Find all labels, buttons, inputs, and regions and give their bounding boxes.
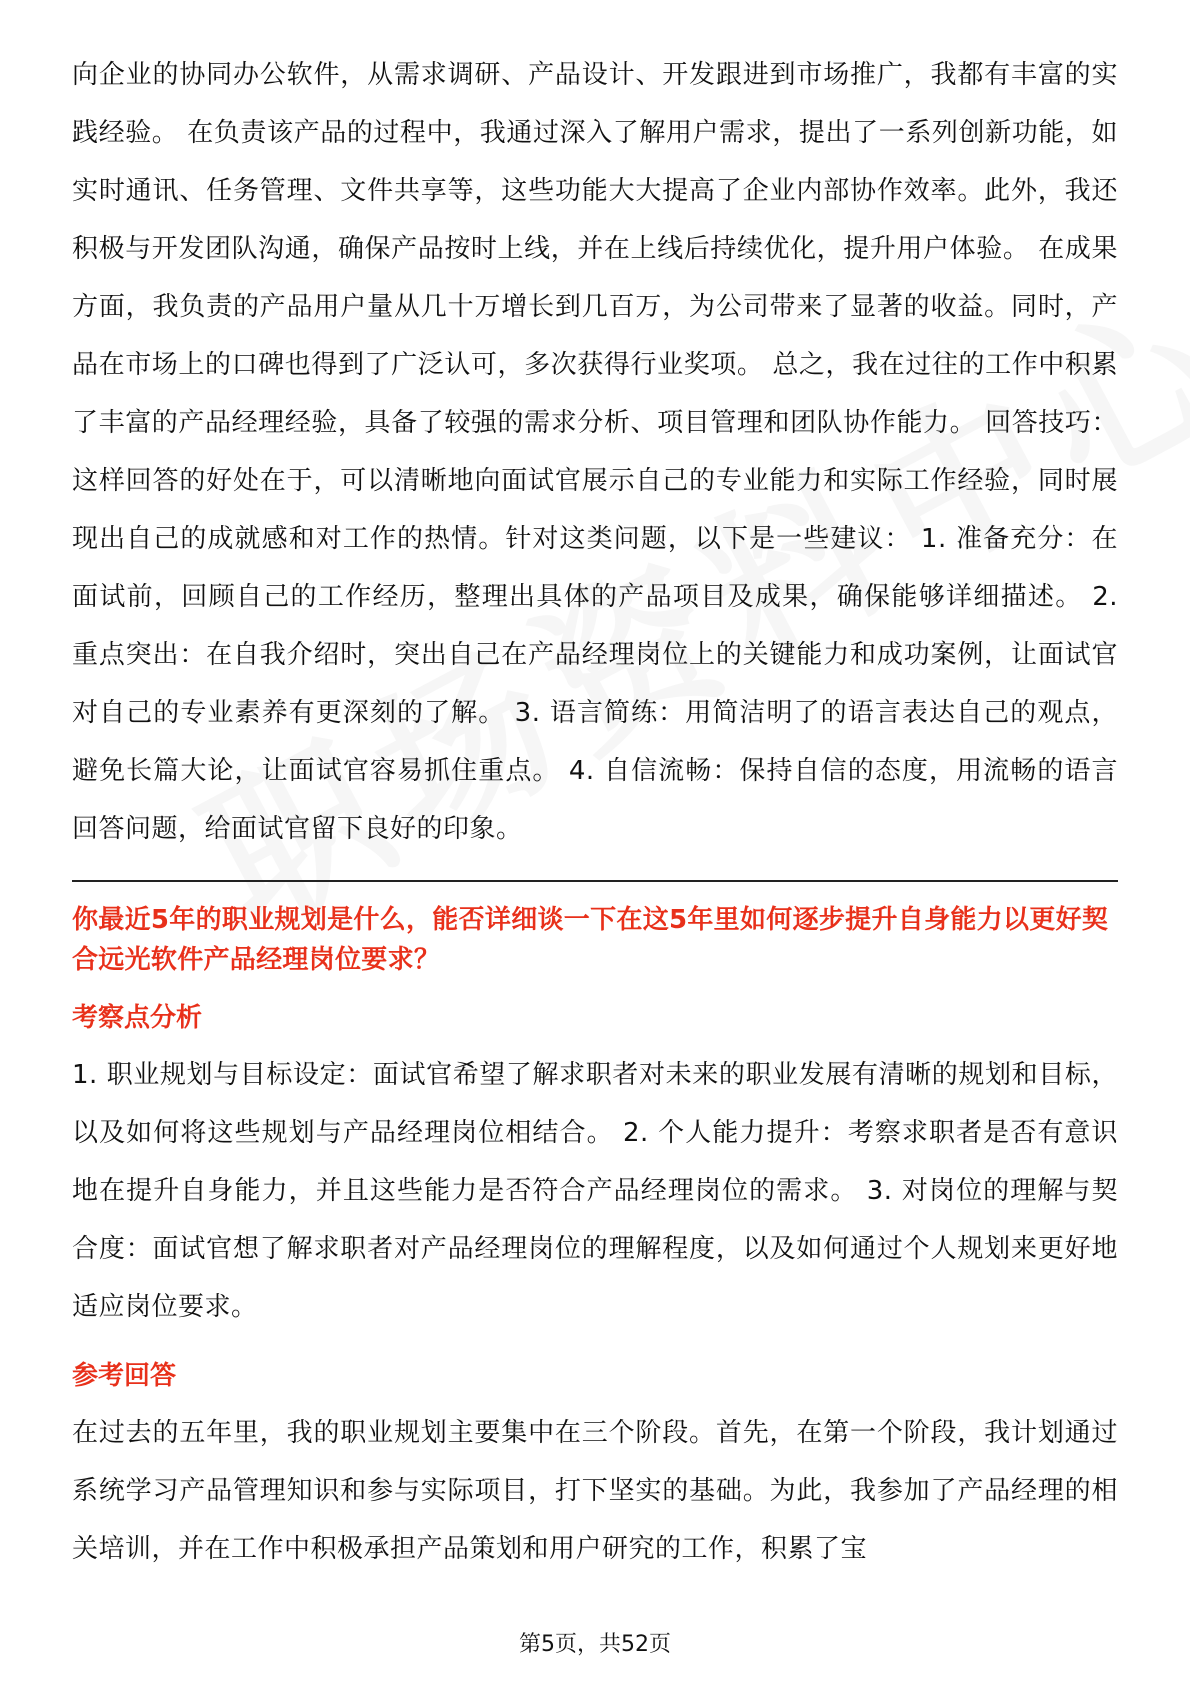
analysis-heading: 考察点分析 <box>72 1003 203 1033</box>
analysis-body: 1. 职业规划与目标设定：面试官希望了解求职者对未来的职业发展有清晰的规划和目标，以及如何将这些规划与产品经理岗位相结合。 2. 个人能力提升：考察求职者是否有意识地在提升自身能力，并且这些能力是否符合产品经理岗位的需求。 3. 对岗位的理解与契合度：面试官想了解求职者对产品经理岗位的理解程度，以及如何通过个人规划来更好地适应岗位要求。 <box>72 1060 1118 1322</box>
interview-question: 你最近5年的职业规划是什么，能否详细谈一下在这5年里如何逐步提升自身能力以更好契合远光软件产品经理岗位要求？ <box>72 905 1109 975</box>
page-content <box>72 46 1118 1578</box>
continuation-paragraph: 向企业的协同办公软件，从需求调研、产品设计、开发跟进到市场推广，我都有丰富的实践经验。 在负责该产品的过程中，我通过深入了解用户需求，提出了一系列创新功能，如实时通讯、任务管理、文件共享等，这些功能大大提高了企业内部协作效率。此外，我还积极与开发团队沟通，确保产品按时上线，并在上线后持续优化，提升用户体验。 在成果方面，我负责的产品用户量从几十万增长到几百万，为公司带来了显著的收益。同时，产品在市场上的口碑也得到了广泛认可，多次获得行业奖项。 总之，我在过往的工作中积累了丰富的产品经理经验，具备了较强的需求分析、项目管理和团队协作能力。 回答技巧： 这样回答的好处在于，可以清晰地向面试官展示自己的专业能力和实际工作经验，同时展现出自己的成就感和对工作的热情。针对这类问题，以下是一些建议： 1. 准备充分：在面试前，回顾自己的工作经历，整理出具体的产品项目及成果，确保能够详细描述。 2. 重点突出：在自我介绍时，突出自己在产品经理岗位上的关键能力和成功案例，让面试官对自己的专业素养有更深刻的了解。 3. 语言简练：用简洁明了的语言表达自己的观点，避免长篇大论，让面试官容易抓住重点。 4. 自信流畅：保持自信的态度，用流畅的语言回答问题，给面试官留下良好的印象。 <box>72 60 1118 844</box>
reference-answer-body: 在过去的五年里，我的职业规划主要集中在三个阶段。首先，在第一个阶段，我计划通过系统学习产品管理知识和参与实际项目，打下坚实的基础。为此，我参加了产品经理的相关培训，并在工作中积极承担产品策划和用户研究的工作，积累了宝 <box>72 1418 1118 1564</box>
reference-answer-heading: 参考回答 <box>72 1361 177 1391</box>
section-divider <box>72 880 1118 882</box>
page-number: 第5页，共52页 <box>519 1632 671 1657</box>
